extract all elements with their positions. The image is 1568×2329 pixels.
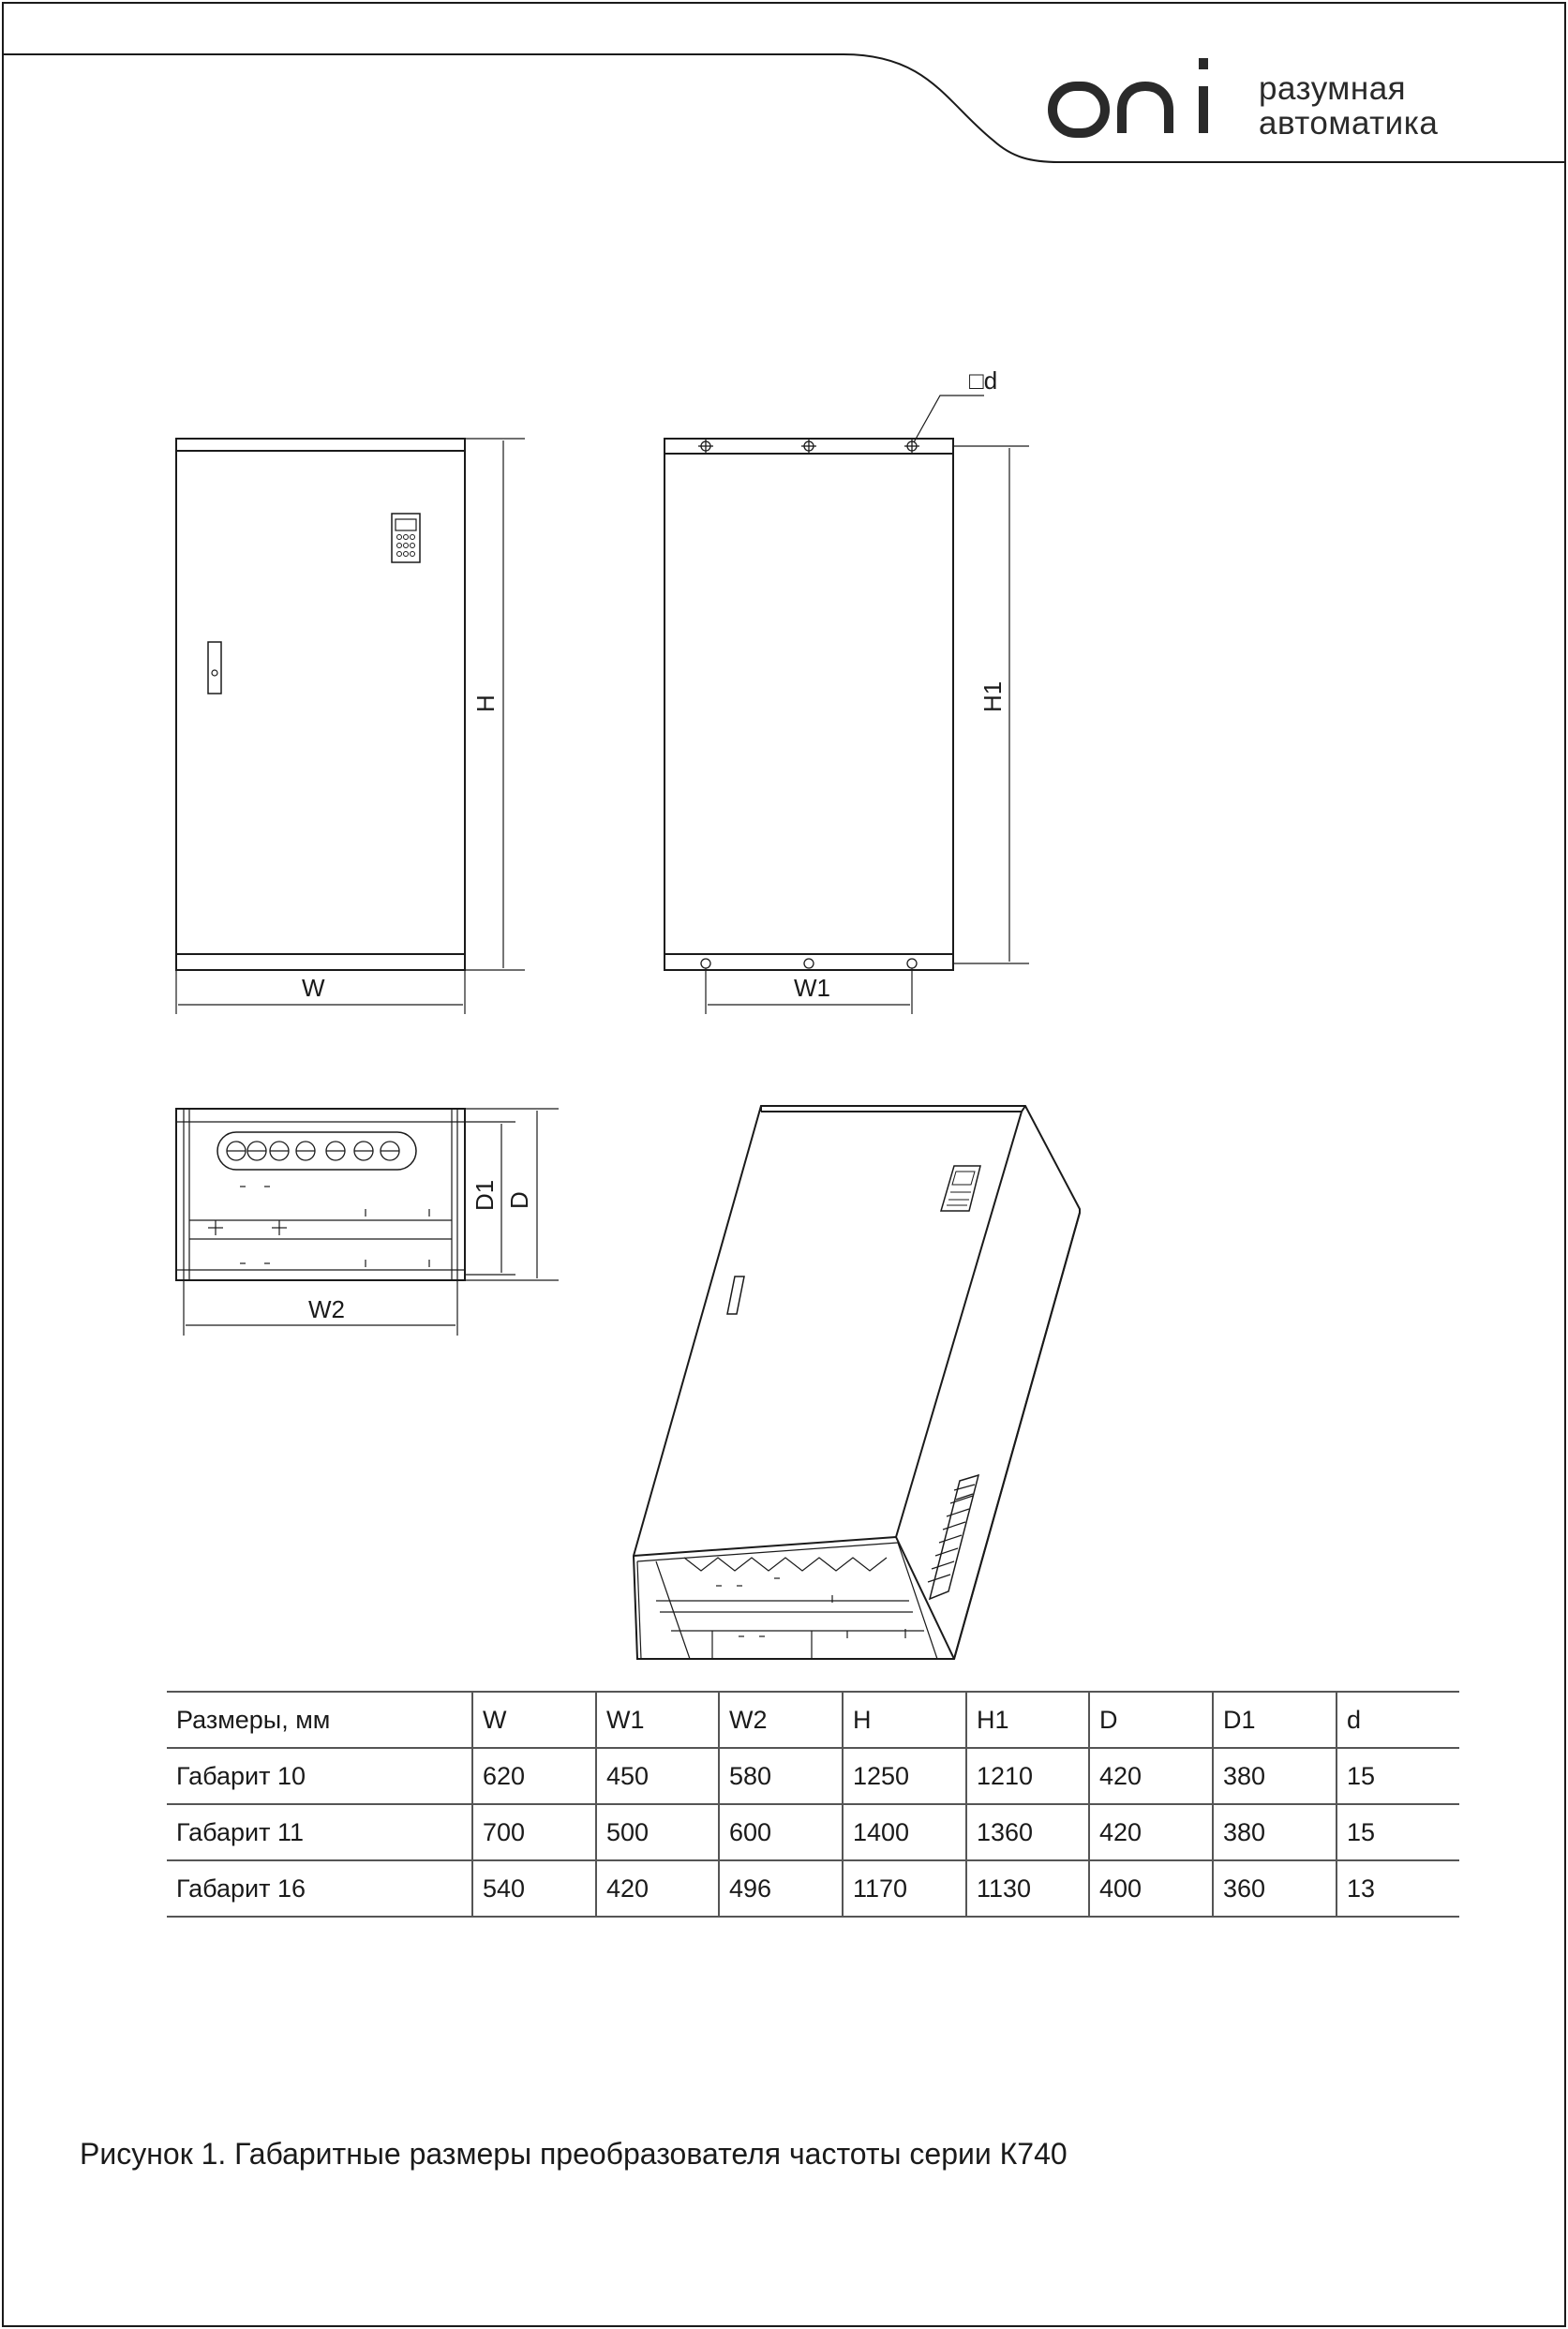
table-cell: 360 <box>1213 1860 1337 1917</box>
table-header-cell: D1 <box>1213 1692 1337 1748</box>
label-w1: W1 <box>794 974 830 1002</box>
label-w2: W2 <box>308 1295 345 1323</box>
label-h1: H1 <box>978 680 1007 712</box>
table-header-row <box>167 1692 1459 1748</box>
table-header-cell: W2 <box>719 1692 843 1748</box>
table-cell: 500 <box>596 1804 719 1860</box>
table-cell: 540 <box>472 1860 596 1917</box>
table-cell: 15 <box>1337 1748 1459 1804</box>
brand-line-1: разумная <box>1259 70 1407 107</box>
table-cell: Габарит 16 <box>167 1860 472 1917</box>
table-cell: 450 <box>596 1748 719 1804</box>
table-cell: 13 <box>1337 1860 1459 1917</box>
page-frame <box>3 3 1565 2326</box>
label-hole-d: □d <box>969 366 998 395</box>
table-cell: 420 <box>596 1860 719 1917</box>
table-cell: 600 <box>719 1804 843 1860</box>
table-header-cell: W1 <box>596 1692 719 1748</box>
dimensions-table <box>167 1691 1459 1918</box>
brand-tagline <box>1259 71 1438 141</box>
oni-logo <box>1053 86 1203 133</box>
logo-dot <box>1199 58 1208 69</box>
table-cell: Габарит 10 <box>167 1748 472 1804</box>
label-d1: D1 <box>470 1179 499 1211</box>
bottom-view <box>176 1109 559 1336</box>
table-cell: 1250 <box>843 1748 966 1804</box>
label-d: D <box>505 1191 533 1209</box>
table-cell: 1400 <box>843 1804 966 1860</box>
table-cell: 380 <box>1213 1804 1337 1860</box>
table-header-cell: Размеры, мм <box>167 1692 472 1748</box>
table-cell: 620 <box>472 1748 596 1804</box>
table-cell: Габарит 11 <box>167 1804 472 1860</box>
table-cell: 15 <box>1337 1804 1459 1860</box>
table-row <box>167 1804 1459 1860</box>
table-cell: 1360 <box>966 1804 1089 1860</box>
table-cell: 1130 <box>966 1860 1089 1917</box>
table-header-cell: H <box>843 1692 966 1748</box>
table-header-cell: H1 <box>966 1692 1089 1748</box>
table-row <box>167 1748 1459 1804</box>
label-h: H <box>471 694 500 712</box>
table-header-cell: d <box>1337 1692 1459 1748</box>
table-cell: 420 <box>1089 1804 1213 1860</box>
table-cell: 700 <box>472 1804 596 1860</box>
table-cell: 400 <box>1089 1860 1213 1917</box>
table-header-cell: W <box>472 1692 596 1748</box>
table-cell: 496 <box>719 1860 843 1917</box>
table-cell: 1170 <box>843 1860 966 1917</box>
table-header-cell: D <box>1089 1692 1213 1748</box>
table-cell: 1210 <box>966 1748 1089 1804</box>
back-view <box>665 396 1029 1014</box>
isometric-view <box>634 1106 1080 1659</box>
label-w: W <box>302 974 325 1002</box>
front-view <box>176 439 525 1014</box>
table-row <box>167 1860 1459 1917</box>
figure-caption: Рисунок 1. Габаритные размеры преобразователя частоты серии К740 <box>80 2137 1068 2171</box>
brand-line-2: автоматика <box>1259 105 1439 142</box>
table-cell: 380 <box>1213 1748 1337 1804</box>
table-cell: 580 <box>719 1748 843 1804</box>
table-cell: 420 <box>1089 1748 1213 1804</box>
